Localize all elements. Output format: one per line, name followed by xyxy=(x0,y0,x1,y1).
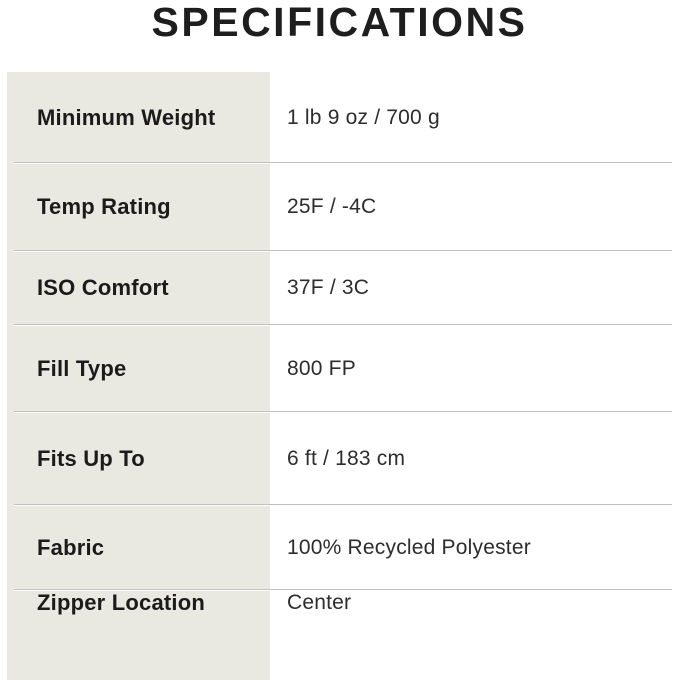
spec-label: Fill Type xyxy=(37,355,127,381)
spec-row-fits-up-to xyxy=(7,412,672,505)
spec-value: 100% Recycled Polyester xyxy=(287,535,531,559)
spec-row-fill-type xyxy=(7,325,672,412)
spec-value: 800 FP xyxy=(287,356,356,380)
spec-label: Zipper Location xyxy=(37,590,205,615)
specifications-table xyxy=(7,72,672,680)
spec-value: 25F / -4C xyxy=(287,195,377,218)
spec-label: ISO Comfort xyxy=(37,275,169,300)
spec-value: Center xyxy=(287,591,352,614)
spec-value: 6 ft / 183 cm xyxy=(287,446,406,470)
spec-label: Minimum Weight xyxy=(37,104,216,130)
page-title: SPECIFICATIONS xyxy=(151,0,528,45)
header xyxy=(0,0,679,72)
spec-label: Temp Rating xyxy=(37,194,171,219)
spec-row-temp-rating xyxy=(7,163,672,251)
spec-value: 1 lb 9 oz / 700 g xyxy=(287,105,440,129)
spec-row-zipper-location xyxy=(7,590,672,616)
spec-value: 37F / 3C xyxy=(287,276,370,299)
spec-row-minimum-weight xyxy=(7,72,672,163)
spec-row-iso-comfort xyxy=(7,251,672,325)
spec-label: Fits Up To xyxy=(37,445,145,471)
spec-label: Fabric xyxy=(37,534,105,560)
spec-row-fabric xyxy=(7,505,672,590)
